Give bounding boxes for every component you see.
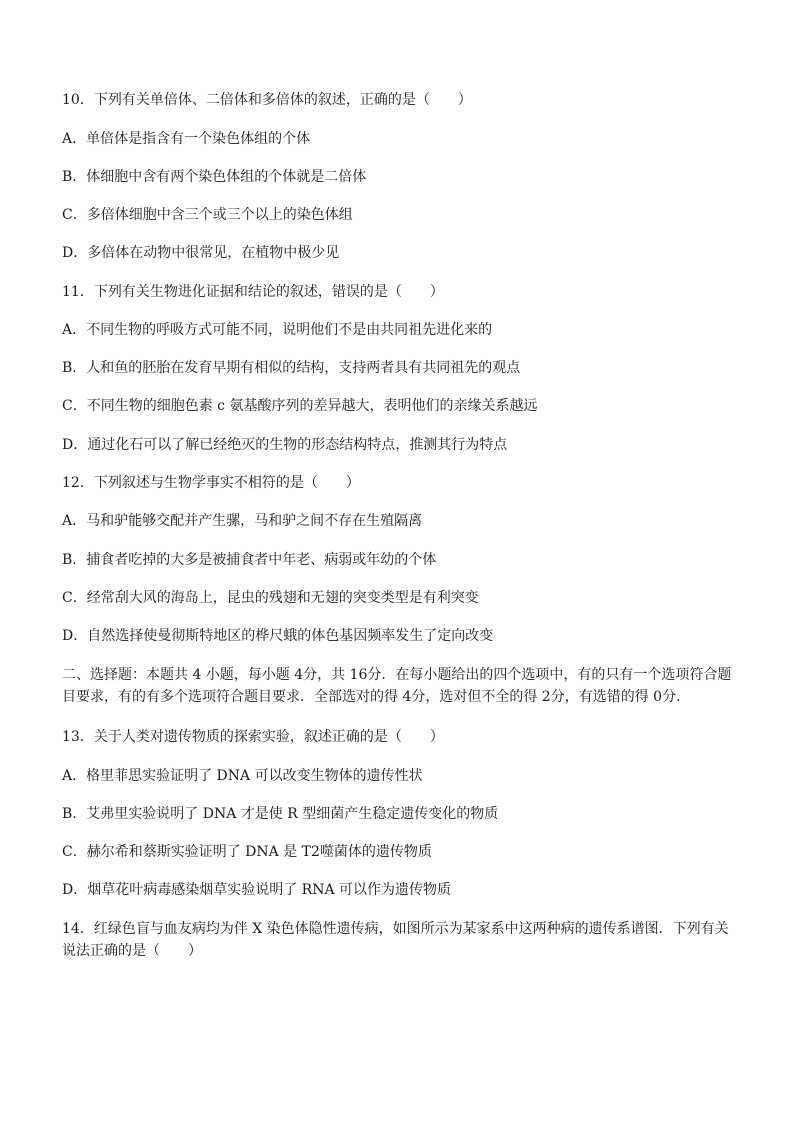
question-12-stem: 12．下列叙述与生物学事实不相符的是（ ） bbox=[62, 475, 360, 491]
question-13-option-c: C．赫尔希和蔡斯实验证明了 DNA 是 T2噬菌体的遗传物质 bbox=[62, 844, 432, 860]
section-2-instructions: 二、选择题：本题共 4 小题，每小题 4分，共 16分．在每小题给出的四个选项中，有的只有一个选项符合题目要求，有的有多个选项符合题目要求．全部选对的得 4分，选对但不全的得 2分，有选错的得 0分． bbox=[62, 667, 732, 705]
question-11-option-c: C．不同生物的细胞色素 c 氨基酸序列的差异越大，表明他们的亲缘关系越远 bbox=[62, 398, 538, 414]
question-12-option-d: D．自然选择使曼彻斯特地区的桦尺蛾的体色基因频率发生了定向改变 bbox=[62, 628, 494, 644]
question-11-option-a: A．不同生物的呼吸方式可能不同，说明他们不是由共同祖先进化来的 bbox=[62, 322, 493, 338]
question-13-option-a: A．格里菲思实验证明了 DNA 可以改变生物体的遗传性状 bbox=[62, 768, 423, 784]
question-11-option-b: B．人和鱼的胚胎在发育早期有相似的结构，支持两者具有共同祖先的观点 bbox=[62, 360, 521, 376]
question-12-option-a: A．马和驴能够交配并产生骡，马和驴之间不存在生殖隔离 bbox=[62, 513, 423, 529]
question-12-option-c: C．经常刮大风的海岛上，昆虫的残翅和无翅的突变类型是有利突变 bbox=[62, 590, 479, 606]
question-13-option-d: D．烟草花叶病毒感染烟草实验说明了 RNA 可以作为遗传物质 bbox=[62, 882, 452, 898]
question-10-option-d: D．多倍体在动物中很常见，在植物中极少见 bbox=[62, 245, 340, 261]
question-13-stem: 13．关于人类对遗传物质的探索实验，叙述正确的是（ ） bbox=[62, 729, 444, 745]
question-10-stem: 10．下列有关单倍体、二倍体和多倍体的叙述，正确的是（ ） bbox=[62, 92, 472, 108]
question-11-stem: 11．下列有关生物进化证据和结论的叙述，错误的是（ ） bbox=[62, 284, 444, 300]
question-10-option-a: A．单倍体是指含有一个染色体组的个体 bbox=[62, 131, 311, 147]
question-10-option-c: C．多倍体细胞中含三个或三个以上的染色体组 bbox=[62, 207, 353, 223]
question-14-stem: 14．红绿色盲与血友病均为伴 X 染色体隐性遗传病，如图所示为某家系中这两种病的遗传系谱图．下列有关说法正确的是（ ） bbox=[62, 921, 729, 959]
question-12-option-b: B．捕食者吃掉的大多是被捕食者中年老、病弱或年幼的个体 bbox=[62, 552, 437, 568]
question-10-option-b: B．体细胞中含有两个染色体组的个体就是二倍体 bbox=[62, 169, 367, 185]
question-11-option-d: D．通过化石可以了解已经绝灭的生物的形态结构特点，推测其行为特点 bbox=[62, 437, 508, 453]
question-13-option-b: B．艾弗里实验说明了 DNA 才是使 R 型细菌产生稳定遗传变化的物质 bbox=[62, 806, 499, 822]
